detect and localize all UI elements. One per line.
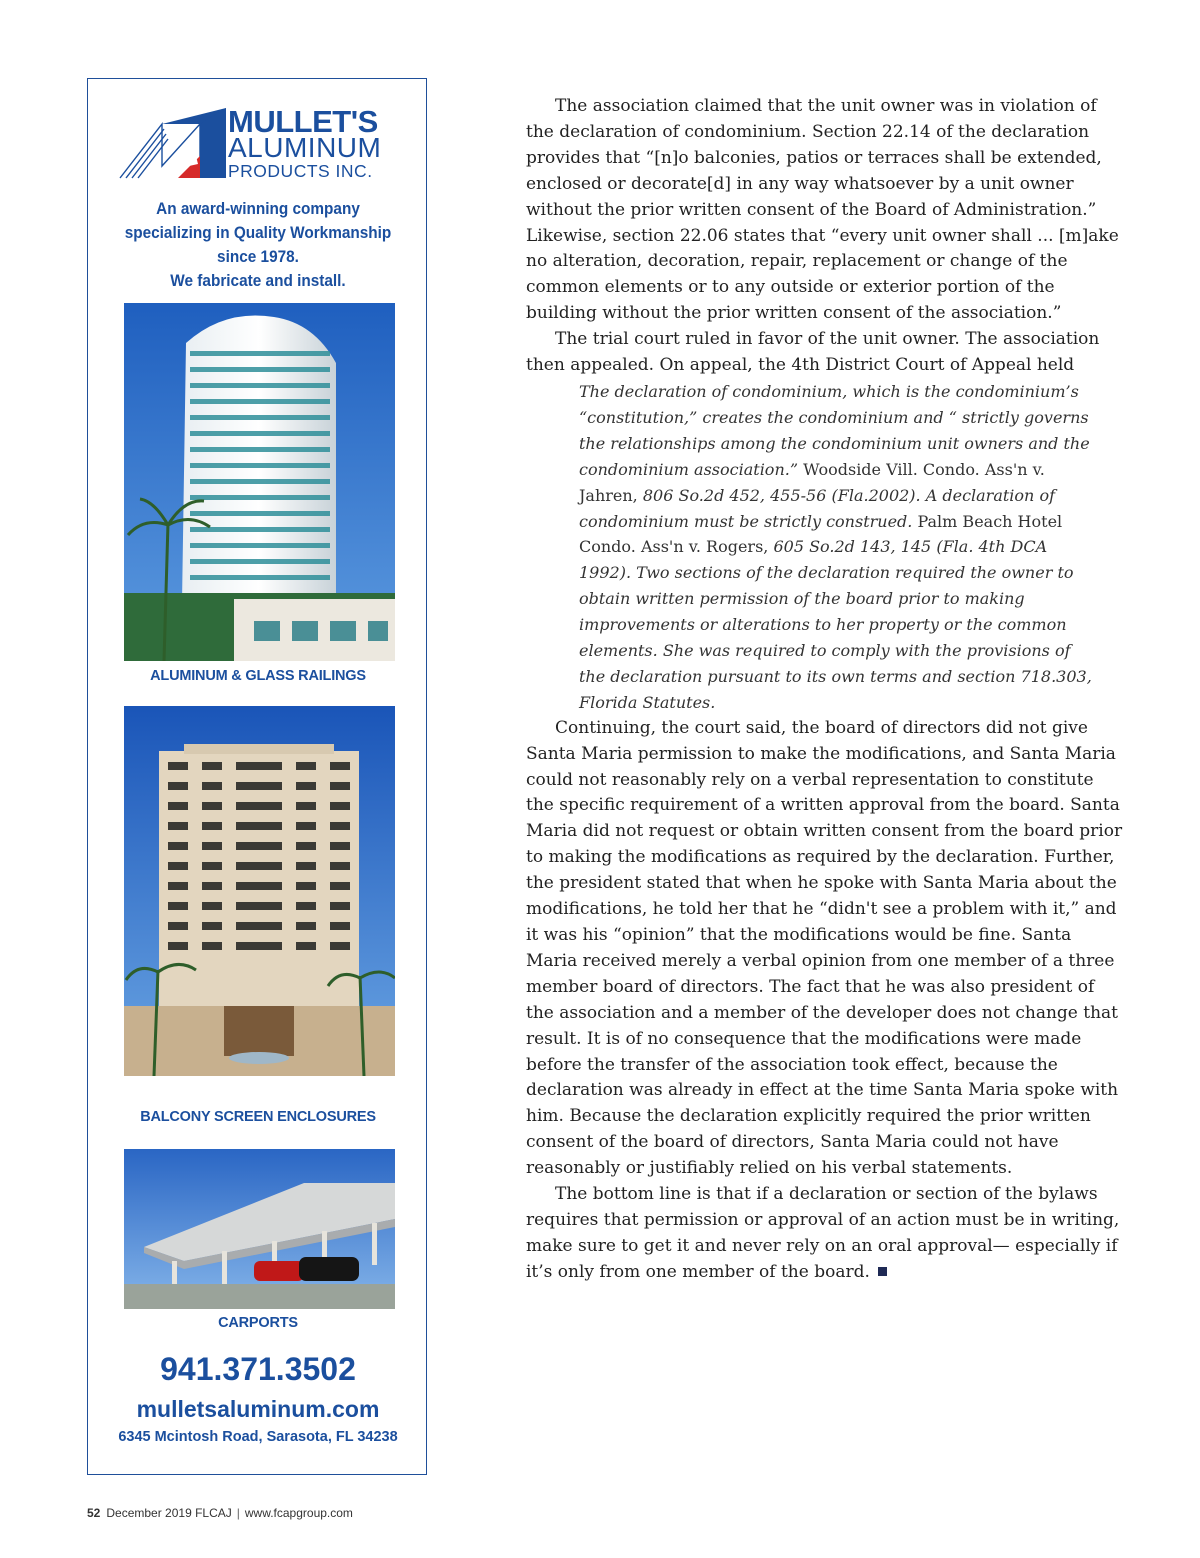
tagline-line: since 1978. <box>217 248 299 266</box>
tagline-line: We fabricate and install. <box>170 272 346 290</box>
ad-phone-number[interactable]: 941.371.3502 <box>160 1351 356 1387</box>
quote-text: 806 So.2d 452, 455-56 (Fla.2002). A declaration of condominium must be strictly construed. <box>579 485 1055 531</box>
case-citation: Woodside Vill. Condo. Ass'n v. Jahren, <box>579 459 1045 505</box>
article-final-paragraph <box>526 1182 1126 1286</box>
tagline-line: An award-winning company <box>156 200 360 218</box>
company-logo <box>118 106 408 186</box>
caption-screens: BALCONY SCREEN ENCLOSURES <box>140 1109 376 1125</box>
page-footer <box>87 1506 353 1520</box>
ad-address: 6345 Mcintosh Road, Sarasota, FL 34238 <box>118 1429 398 1445</box>
footer-website[interactable]: www.fcapgroup.com <box>244 1506 353 1520</box>
tagline-line: specializing in Quality Workmanship <box>124 224 392 242</box>
tower-screens-photo <box>124 706 395 1076</box>
quote-text: 605 So.2d 143, 145 (Fla. 4th DCA 1992). Two sections of the declaration required the owner to obtain written permission of the board prior to making improvements or alterations to her property or the common elements. She was required to comply with the provisions of the declaration pursuant to its own terms and section 718.303, Florida Statutes. <box>579 537 1092 712</box>
quote-text: The declaration of condominium, which is the condominium’s “constitution,” creates the condominium and “ strictly governs the relationships among the condominium unit owners and the condominium association.” <box>579 381 1090 479</box>
logo-mark-icon <box>118 106 228 186</box>
logo-line-3: PRODUCTS INC. <box>228 161 373 181</box>
logo-line-2: ALUMINUM <box>228 132 382 163</box>
article-paragraph-text: The bottom line is that if a declaration or section of the bylaws requires that permission or approval of an action must be in writing, make sure to get it and never rely on an oral approval— especially if it’s only from one member of the board. <box>526 1184 1120 1282</box>
article-body <box>526 94 1126 1286</box>
issue-label: December 2019 FLCAJ <box>106 1506 232 1520</box>
page-number: 52 <box>87 1506 101 1520</box>
logo-line-1: MULLET'S <box>228 104 378 139</box>
block-quote <box>579 379 1099 716</box>
caption-railings: ALUMINUM & GLASS RAILINGS <box>150 668 366 684</box>
case-citation: Palm Beach Hotel Condo. Ass'n v. Rogers, <box>579 511 1063 557</box>
caption-carports: CARPORTS <box>218 1315 298 1331</box>
article-paragraph: The trial court ruled in favor of the unit owner. The association then appealed. On appeal, the 4th District Court of Appeal held <box>526 329 1100 376</box>
end-of-article-icon <box>878 1267 887 1276</box>
ad-tagline <box>88 197 428 293</box>
mullets-aluminum-ad <box>87 78 427 1475</box>
tower-railings-photo <box>124 303 395 661</box>
footer-divider: | <box>236 1506 240 1520</box>
article-paragraph: Continuing, the court said, the board of directors did not give Santa Maria permission to make the modifications, and Santa Maria could not reasonably rely on a verbal representation to constitute the specific requirement of a written approval from the board. Santa Maria did not request or obtain written consent from the board prior to making the modifications as required by the declaration. Further, the president stated that when he spoke with Santa Maria about the modifications, he told her that he “didn't see a problem with it,” and it was his “opinion” that the modifications would be fine. Santa Maria received merely a verbal opinion from one member of a three member board of directors. The fact that he was also president of the association and a member of the developer does not change that result. It is of no consequence that the modifications were made before the transfer of the association took effect, because the declaration was already in effect at the time Santa Maria spoke with him. Because the declaration explicitly required the prior written consent of the board of directors, Santa Maria could not have reasonably or justifiably relied on his verbal statements. <box>526 717 1123 1179</box>
article-paragraph: The association claimed that the unit owner was in violation of the declaration of condominium. Section 22.14 of the declaration provides that “[n]o balconies, patios or terraces shall be extended, enclosed or decorate[d] in any way whatsoever by a unit owner without the prior written consent of the Board of Administration.” Likewise, section 22.06 states that “every unit owner shall ... [m]ake no alteration, decoration, repair, replacement or change of the common elements or to any outside or exterior portion of the building without the prior written consent of the association.” <box>526 96 1119 324</box>
carports-photo <box>124 1149 395 1309</box>
ad-website[interactable]: mulletsaluminum.com <box>136 1396 380 1422</box>
